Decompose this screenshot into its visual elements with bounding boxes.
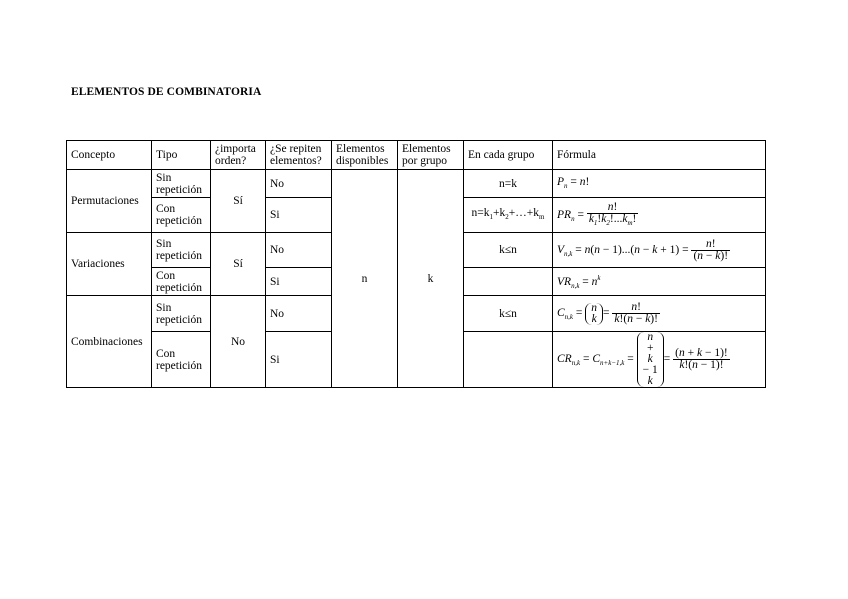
en-cada-grupo-cell: n=k: [464, 170, 553, 198]
header-en-cada-grupo: En cada grupo: [464, 141, 553, 170]
elementos-disponibles-cell: n: [332, 170, 398, 388]
formula-combinaciones-sin-repeticion: $C_{n,k}$ = n k = $\frac{n!}{k!(n - k)!}$: [553, 296, 766, 332]
combinatorics-table: [66, 140, 766, 388]
formula-permutaciones-sin-repeticion: $P_n = n$!: [553, 170, 766, 198]
repiten-cell: Si: [266, 198, 332, 233]
formula-variaciones-con-repeticion: $VR_{n,k} = n^k$: [553, 268, 766, 296]
header-row: [67, 141, 766, 170]
en-cada-grupo-cell: k≤n: [464, 233, 553, 268]
header-elementos-disponibles: Elementos disponibles: [332, 141, 398, 170]
tipo-cell: Sin repetición: [152, 233, 211, 268]
en-cada-grupo-cell: $n=k_1+k_2+\dots+k_m$: [464, 198, 553, 233]
header-importa-orden: ¿importa orden?: [211, 141, 266, 170]
importa-orden-cell: Sí: [211, 170, 266, 233]
concepto-combinaciones: Combinaciones: [67, 296, 152, 388]
header-concepto: Concepto: [67, 141, 152, 170]
header-elementos-por-grupo: Elementos por grupo: [398, 141, 464, 170]
elementos-por-grupo-cell: k: [398, 170, 464, 388]
header-formula: Fórmula: [553, 141, 766, 170]
concepto-variaciones: Variaciones: [67, 233, 152, 296]
importa-orden-cell: No: [211, 296, 266, 388]
tipo-cell: Con repetición: [152, 332, 211, 388]
formula-variaciones-sin-repeticion: $V_{n,k} = n(n - 1)...(n - k + 1)$ = $\frac{n!}{(n - k)!}$: [553, 233, 766, 268]
page-title: ELEMENTOS DE COMBINATORIA: [71, 86, 262, 98]
en-cada-grupo-cell: [464, 268, 553, 296]
tipo-cell: Con repetición: [152, 268, 211, 296]
repiten-cell: No: [266, 170, 332, 198]
repiten-cell: Si: [266, 268, 332, 296]
repiten-cell: No: [266, 296, 332, 332]
tipo-cell: Sin repetición: [152, 296, 211, 332]
header-tipo: Tipo: [152, 141, 211, 170]
concepto-permutaciones: Permutaciones: [67, 170, 152, 233]
en-cada-grupo-cell: [464, 332, 553, 388]
repiten-cell: No: [266, 233, 332, 268]
formula-permutaciones-con-repeticion: $PR_n$ = $\frac{n!}{k_1!k_2!...k_m!}$: [553, 198, 766, 233]
repiten-cell: Si: [266, 332, 332, 388]
importa-orden-cell: Sí: [211, 233, 266, 296]
en-cada-grupo-cell: k≤n: [464, 296, 553, 332]
table-row: [67, 170, 766, 198]
formula-combinaciones-con-repeticion: $CR_{n,k} = C_{n+k-1,k}$ = n + k − 1 k = $\frac{(n + k - 1)!}{k!(n - 1)!}$: [553, 332, 766, 388]
tipo-cell: Con repetición: [152, 198, 211, 233]
tipo-cell: Sin repetición: [152, 170, 211, 198]
header-se-repiten: ¿Se repiten elementos?: [266, 141, 332, 170]
